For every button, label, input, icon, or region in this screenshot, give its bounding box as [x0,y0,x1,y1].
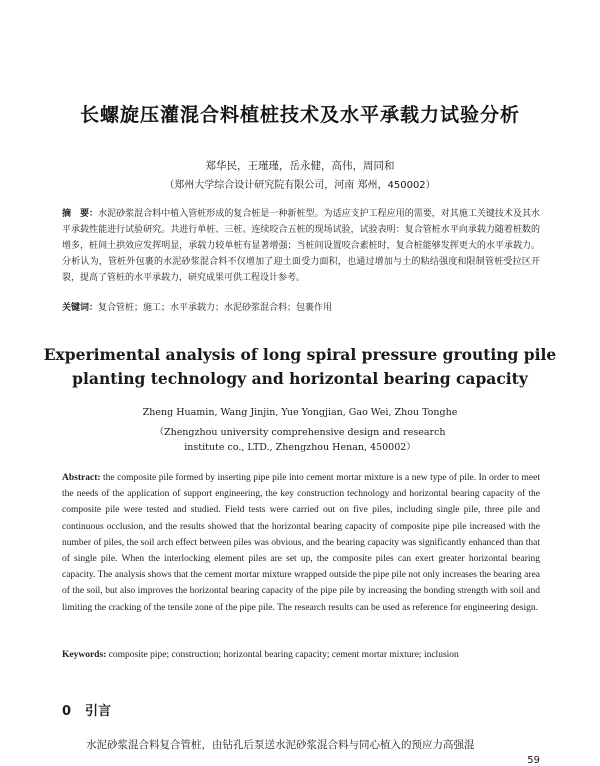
english-title [0,343,600,391]
english-abstract-label: Abstract: [62,473,101,483]
english-abstract [62,470,540,616]
english-affiliation-line-2: institute co., LTD., Zhengzhou Henan, 450002） [184,442,416,453]
chinese-abstract [62,206,540,286]
english-affiliation-line-1: （Zhengzhou university comprehensive design and research [154,427,446,438]
english-abstract-text: the composite pile formed by inserting pipe pile into cement mortar mixture is a new type of pile. In order to meet the needs of the application of support engineering, the key construction technology and horizontal bearing capacity of the composite pile were tested and studied. Field tests were carried out on five piles, including single pile, three pile and continuous occlusion, and the results showed that the horizontal bearing capacity of composite pipe pile increased with the number of piles, the soil arch effect between piles was obvious, and the bearing capacity was significantly enhanced than that of single pile. When the interlocking element piles are set up, the composite piles can exert greater horizontal bearing capacity. The analysis shows that the cement mortar mixture wrapped outside the pipe pile not only increases the bearing area of the soil, but also improves the horizontal bearing capacity of the pipe pile by increasing the bonding strength with soil and limiting the cracking of the tensile zone of the pipe pile. The research results can be used as reference for engineering design. [62,473,540,613]
section-heading [62,700,111,719]
chinese-abstract-text: 水泥砂浆混合料中植入管桩形成的复合桩是一种新桩型。为适应支护工程应用的需要，对其施工关键技术及其水平承载性能进行试验研究。共进行单桩、三桩、连续咬合五桩的现场试验，试验表明：复合管桩水平向承载力随着桩数的增多，桩间土拱效应发挥明显，承载力较单桩有显著增强；当桩间设置咬合素桩时，复合桩能够发挥更大的水平承载力。分析认为，管桩外包裹的水泥砂浆混合料不仅增加了迎土面受力面积，也通过增加与土的粘结强度和限制管桩受拉区开裂，提高了管桩的水平承载力，研究成果可供工程设计参考。 [62,209,540,283]
english-keywords [62,650,540,660]
english-title-line-1: Experimental analysis of long spiral pressure grouting pile [43,345,557,364]
english-keywords-label: Keywords: [62,650,107,660]
english-keywords-text: composite pipe; construction; horizontal bearing capacity; cement mortar mixture; inclusion [106,650,459,660]
chinese-keywords-label: 关键词： [62,303,99,313]
chinese-keywords [62,300,540,313]
english-authors: Zheng Huamin, Wang Jinjin, Yue Yongjian, Gao Wei, Zhou Tonghe [142,407,458,418]
page-number: 59 [527,755,540,766]
chinese-affiliation: （郑州大学综合设计研究院有限公司，河南 郑州，450002） [164,180,436,191]
intro-paragraph: 水泥砂浆混合料复合管桩，由钻孔后泵送水泥砂浆混合料与同心植入的预应力高强混 [86,739,475,751]
section-number: 0 [62,704,72,719]
english-title-line-2: planting technology and horizontal bearing capacity [72,369,528,388]
chinese-title: 长螺旋压灌混合料植桩技术及水平承载力试验分析 [79,104,520,126]
section-title: 引言 [85,704,112,719]
chinese-authors: 郑华民，王瑾瑾，岳永健，高伟，周同和 [205,160,395,172]
chinese-keywords-text: 复合管桩；施工；水平承载力；水泥砂浆混合料；包裹作用 [98,303,333,313]
chinese-abstract-label: 摘 要： [62,209,99,219]
english-affiliation [0,425,600,455]
